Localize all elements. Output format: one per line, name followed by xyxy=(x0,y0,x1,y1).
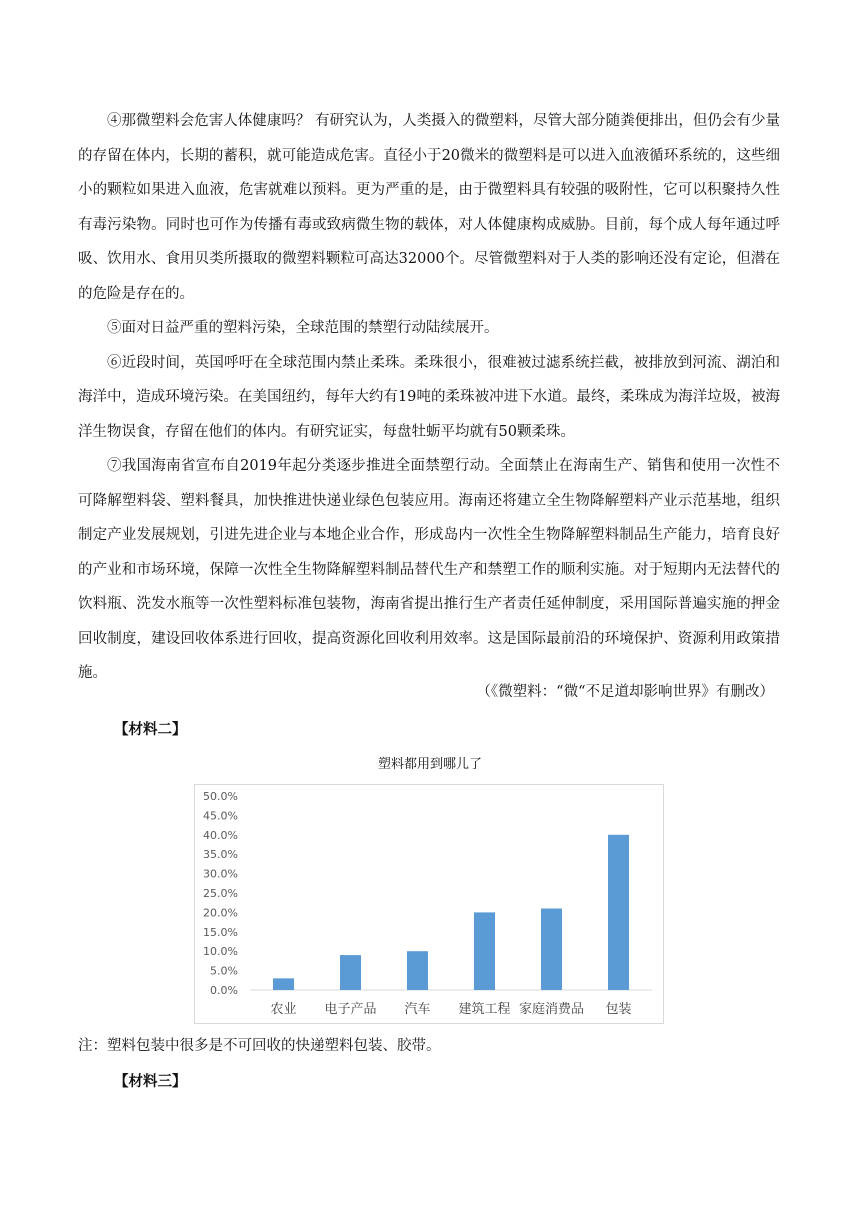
bar-0 xyxy=(273,978,294,990)
y-tick-label: 40.0% xyxy=(203,828,238,842)
bar-chart xyxy=(194,784,664,1024)
bar-2 xyxy=(407,951,428,990)
body-text xyxy=(78,104,780,691)
y-tick-label: 50.0% xyxy=(203,790,238,803)
x-tick-label: 建筑工程 xyxy=(458,1002,511,1017)
x-tick-label: 农业 xyxy=(270,1002,297,1017)
y-tick-label: 5.0% xyxy=(210,964,238,978)
x-tick-label: 电子产品 xyxy=(324,1002,377,1017)
bar-3 xyxy=(474,912,495,990)
bar-4 xyxy=(541,909,562,990)
x-tick-label: 家庭消费品 xyxy=(518,1002,585,1017)
y-tick-label: 35.0% xyxy=(203,848,238,862)
chart-title: 塑料都用到哪儿了 xyxy=(377,757,482,772)
x-tick-label: 汽车 xyxy=(404,1002,431,1017)
material-2-heading: 【材料二】 xyxy=(114,722,187,738)
paragraph-4: ④那微塑料会危害人体健康吗？ 有研究认为，人类摄入的微塑料，尽管大部分随粪便排出，但仍会有少量的存留在体内，长期的蓄积，就可能造成危害。直径小于20微米的微塑料是可以进入血液循环系统的，这些细小的颗粒如果进入血液，危害就难以预料。更为严重的是，由于微塑料具有较强的吸附性，它可以积聚持久性有毒污染物。同时也可作为传播有毒或致病微生物的载体，对人体健康构成威胁。目前，每个成人每年通过呼吸、饮用水、食用贝类所摄取的微塑料颗粒可高达32000个。尽管微塑料对于人类的影响还没有定论，但潜在的危险是存在的。 xyxy=(78,113,780,302)
y-tick-label: 25.0% xyxy=(203,887,238,900)
chart-note: 注：塑料包装中很多是不可回收的快递塑料包装、胶带。 xyxy=(78,1038,441,1054)
paragraph-6: ⑥近段时间，英国呼吁在全球范围内禁止柔珠。柔珠很小，很难被过滤系统拦截，被排放到河流、湖泊和海洋中，造成环境污染。在美国纽约，每年大约有19吨的柔珠被冲进下水道。最终，柔珠成为海洋垃圾，被海洋生物误食，存留在他们的体内。有研究证实，每盘牡蛎平均就有50颗柔珠。 xyxy=(78,354,780,440)
y-tick-label: 10.0% xyxy=(203,945,238,959)
x-tick-label: 包装 xyxy=(605,1002,632,1017)
bar-5 xyxy=(608,835,629,990)
bar-1 xyxy=(340,955,361,990)
chart-border xyxy=(195,785,664,1024)
paragraph-7: ⑦我国海南省宣布自2019年起分类逐步推进全面禁塑行动。全面禁止在海南生产、销售和使用一次性不可降解塑料袋、塑料餐具，加快推进快递业绿色包装应用。海南还将建立全生物降解塑料产业示范基地，组织制定产业发展规划，引进先进企业与本地企业合作，形成岛内一次性全生物降解塑料制品生产能力，培育良好的产业和市场环境，保障一次性全生物降解塑料制品替代生产和禁塑工作的顺利实施。对于短期内无法替代的饮料瓶、洗发水瓶等一次性塑料标准包装物，海南省提出推行生产者责任延伸制度，采用国际普遍实施的押金回收制度，建设回收体系进行回收，提高资源化回收利用效率。这是国际最前沿的环境保护、资源利用政策措施。 xyxy=(78,458,780,681)
material-3-heading: 【材料三】 xyxy=(114,1074,187,1090)
paragraph-5: ⑤面对日益严重的塑料污染，全球范围的禁塑行动陆续展开。 xyxy=(107,320,499,336)
y-tick-label: 0.0% xyxy=(210,984,238,997)
y-tick-label: 45.0% xyxy=(203,809,238,823)
y-tick-label: 15.0% xyxy=(203,925,238,939)
bar-chart-svg xyxy=(194,784,664,1024)
y-tick-label: 30.0% xyxy=(203,867,238,881)
source-citation: （《微塑料：“微“不足道却影响世界》有删改） xyxy=(476,684,774,700)
y-tick-label: 20.0% xyxy=(203,906,238,920)
